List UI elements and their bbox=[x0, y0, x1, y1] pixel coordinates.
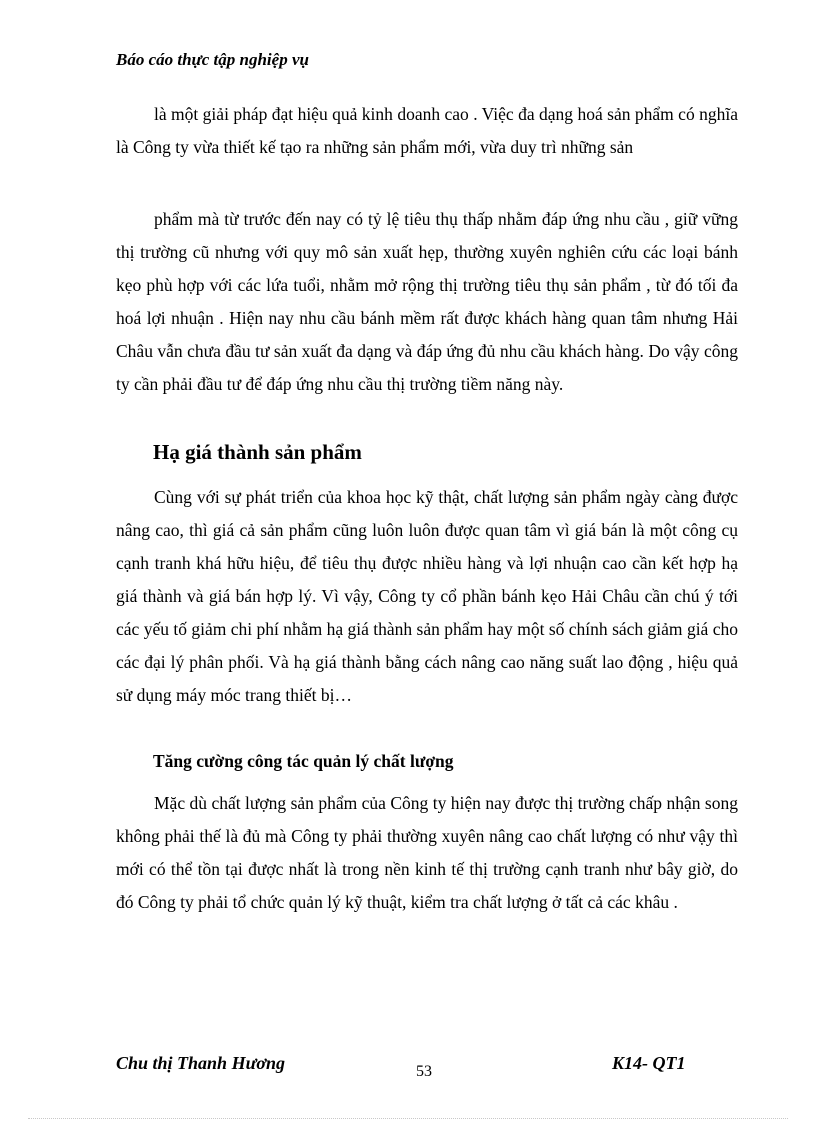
footer-author: Chu thị Thanh Hương bbox=[116, 1053, 286, 1073]
heading-lower-cost: Hạ giá thành sản phẩm bbox=[153, 440, 362, 464]
paragraph-2: phẩm mà từ trước đến nay có tỷ lệ tiêu thụ thấp nhằm đáp ứng nhu cầu , giữ vững thị trường cũ nhưng với quy mô sản xuất hẹp, thường xuyên nghiên cứu các loại bánh kẹo phù hợp với các lứa tuổi, nhằm mở rộng thị trường tiêu thụ sản phẩm , từ đó tối đa hoá lợi nhuận . Hiện nay nhu cầu bánh mềm rất được khách hàng quan tâm nhưng Hải Châu vẫn chưa đầu tư sản xuất đa dạng và đáp ứng đủ nhu cầu khách hàng. Do vậy công ty cần phải đầu tư để đáp ứng nhu cầu thị trường tiềm năng này. bbox=[116, 209, 738, 394]
bottom-rule bbox=[28, 1118, 788, 1119]
paragraph-4: Mặc dù chất lượng sản phẩm của Công ty hiện nay được thị trường chấp nhận song không phải thế là đủ mà Công ty phải thường xuyên nâng cao chất lượng có như vậy thì mới có thể tồn tại được nhất là trong nền kinh tế thị trường cạnh tranh như bây giờ, do đó Công ty phải tổ chức quản lý kỹ thuật, kiểm tra chất lượng ở tất cả các khâu . bbox=[116, 793, 738, 912]
page-number: 53 bbox=[416, 1063, 432, 1080]
heading-quality-management: Tăng cường công tác quản lý chất lượng bbox=[153, 751, 454, 771]
paragraph-3: Cùng với sự phát triển của khoa học kỹ thật, chất lượng sản phẩm ngày càng được nâng cao, thì giá cả sản phẩm cũng luôn luôn được quan tâm vì giá bán là một công cụ cạnh tranh khá hữu hiệu, để tiêu thụ được nhiều hàng và lợi nhuận cao cần kết hợp hạ giá thành và giá bán hợp lý. Vì vậy, Công ty cổ phần bánh kẹo Hải Châu cần chú ý tới các yếu tố giảm chi phí nhằm hạ giá thành sản phẩm hay một số chính sách giảm giá cho các đại lý phân phối. Và hạ giá thành bằng cách nâng cao năng suất lao động , hiệu quả sử dụng máy móc trang thiết bị… bbox=[116, 487, 738, 705]
header-title: Báo cáo thực tập nghiệp vụ bbox=[116, 50, 309, 69]
paragraph-1: là một giải pháp đạt hiệu quả kinh doanh cao . Việc đa dạng hoá sản phẩm có nghĩa là Công ty vừa thiết kế tạo ra những sản phẩm mới, vừa duy trì những sản bbox=[116, 104, 738, 157]
footer-class-code: K14- QT1 bbox=[612, 1053, 686, 1073]
